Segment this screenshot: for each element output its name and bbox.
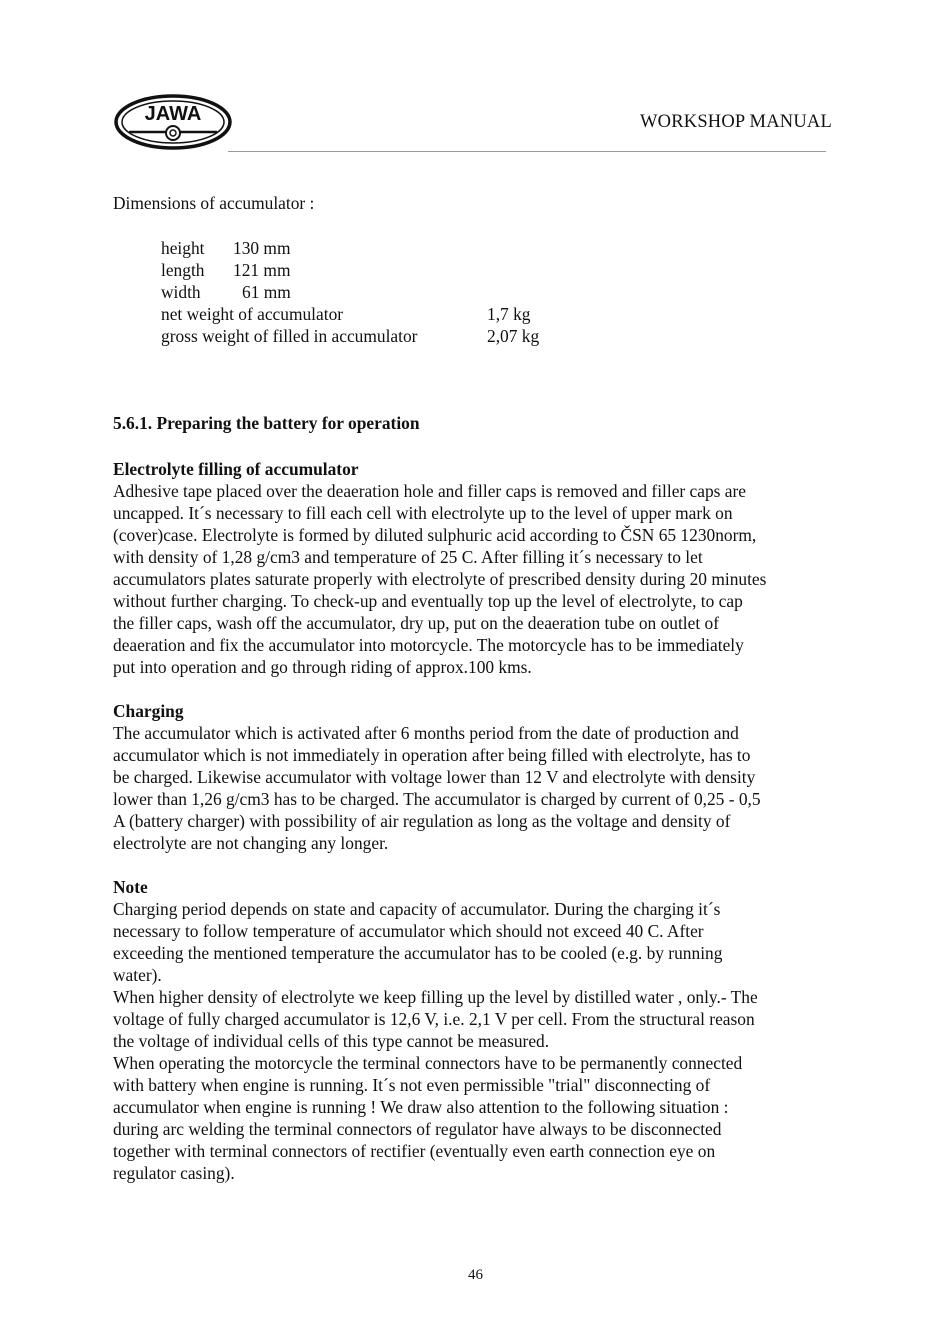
logo-text: JAWA — [144, 103, 202, 125]
dimensions-title: Dimensions of accumulator : — [113, 193, 315, 213]
paragraph-line: accumulators plates saturate properly with electrolyte of prescribed density during 20 minutes — [113, 569, 767, 589]
spec-value: 61 mm — [242, 282, 291, 302]
paragraph-line: accumulator which is not immediately in operation after being filled with electrolyte, has to — [113, 745, 751, 765]
spec-label: gross weight of filled in accumulator — [161, 326, 418, 346]
paragraph-line: without further charging. To check-up and eventually top up the level of electrolyte, to cap — [113, 591, 743, 611]
paragraph-line: electrolyte are not changing any longer. — [113, 833, 389, 853]
spec-row-length — [161, 259, 581, 281]
paragraph-line: water). — [113, 965, 162, 985]
paragraph-line: When operating the motorcycle the terminal connectors have to be permanently connected — [113, 1053, 743, 1073]
spec-value: 1,7 kg — [487, 304, 531, 324]
paragraph-line: (cover)case. Electrolyte is formed by diluted sulphuric acid according to ČSN 65 1230norm, — [113, 525, 757, 545]
spec-label: length — [161, 260, 205, 280]
spec-row-width — [161, 281, 581, 303]
charging-section — [113, 700, 853, 854]
spec-value: 121 mm — [233, 260, 291, 280]
paragraph-line: with battery when engine is running. It´s not even permissible "trial" disconnecting of — [113, 1075, 711, 1095]
note-section — [113, 876, 853, 1184]
jawa-logo — [113, 93, 233, 151]
paragraph-line: the filler caps, wash off the accumulator, dry up, put on the deaeration tube on outlet of — [113, 613, 720, 633]
spec-label: net weight of accumulator — [161, 304, 344, 324]
paragraph-line: deaeration and fix the accumulator into motorcycle. The motorcycle has to be immediately — [113, 635, 744, 655]
dimensions-table — [161, 237, 581, 347]
paragraph-line: When higher density of electrolyte we keep filling up the level by distilled water , only.- The — [113, 987, 758, 1007]
spec-value: 130 mm — [233, 238, 291, 258]
spec-row-net-weight — [161, 303, 581, 325]
header-divider — [228, 151, 826, 152]
electrolyte-section — [113, 458, 853, 678]
paragraph-line: necessary to follow temperature of accumulator which should not exceed 40 C. After — [113, 921, 704, 941]
paragraph-line: during arc welding the terminal connectors of regulator have always to be disconnected — [113, 1119, 722, 1139]
spec-row-height — [161, 237, 581, 259]
electrolyte-heading: Electrolyte filling of accumulator — [113, 459, 359, 479]
paragraph-line: uncapped. It´s necessary to fill each cell with electrolyte up to the level of upper mark on — [113, 503, 733, 523]
paragraph-line: A (battery charger) with possibility of air regulation as long as the voltage and density of — [113, 811, 731, 831]
paragraph-line: voltage of fully charged accumulator is 12,6 V, i.e. 2,1 V per cell. From the structural reason — [113, 1009, 755, 1029]
spec-label: height — [161, 238, 205, 258]
paragraph-line: the voltage of individual cells of this type cannot be measured. — [113, 1031, 550, 1051]
charging-heading: Charging — [113, 701, 184, 721]
paragraph-line: exceeding the mentioned temperature the accumulator has to be cooled (e.g. by running — [113, 943, 723, 963]
section-heading: 5.6.1. Preparing the battery for operation — [113, 413, 420, 433]
paragraph-line: together with terminal connectors of rectifier (eventually even earth connection eye on — [113, 1141, 716, 1161]
note-heading: Note — [113, 877, 148, 897]
spec-row-gross-weight — [161, 325, 581, 347]
paragraph-line: accumulator when engine is running ! We draw also attention to the following situation : — [113, 1097, 729, 1117]
spec-value: 2,07 kg — [487, 326, 540, 346]
paragraph-line: with density of 1,28 g/cm3 and temperature of 25 C. After filling it´s necessary to let — [113, 547, 703, 567]
paragraph-line: regulator casing). — [113, 1163, 235, 1183]
paragraph-line: Adhesive tape placed over the deaeration hole and filler caps is removed and filler caps are — [113, 481, 747, 501]
header-title: WORKSHOP MANUAL — [640, 112, 832, 132]
paragraph-line: The accumulator which is activated after 6 months period from the date of production and — [113, 723, 739, 743]
page-number: 46 — [468, 1267, 483, 1283]
paragraph-line: put into operation and go through riding of approx.100 kms. — [113, 657, 532, 677]
spec-label: width — [161, 282, 201, 302]
paragraph-line: be charged. Likewise accumulator with voltage lower than 12 V and electrolyte with density — [113, 767, 756, 787]
paragraph-line: Charging period depends on state and capacity of accumulator. During the charging it´s — [113, 899, 721, 919]
paragraph-line: lower than 1,26 g/cm3 has to be charged. The accumulator is charged by current of 0,25 - 0,5 — [113, 789, 761, 809]
